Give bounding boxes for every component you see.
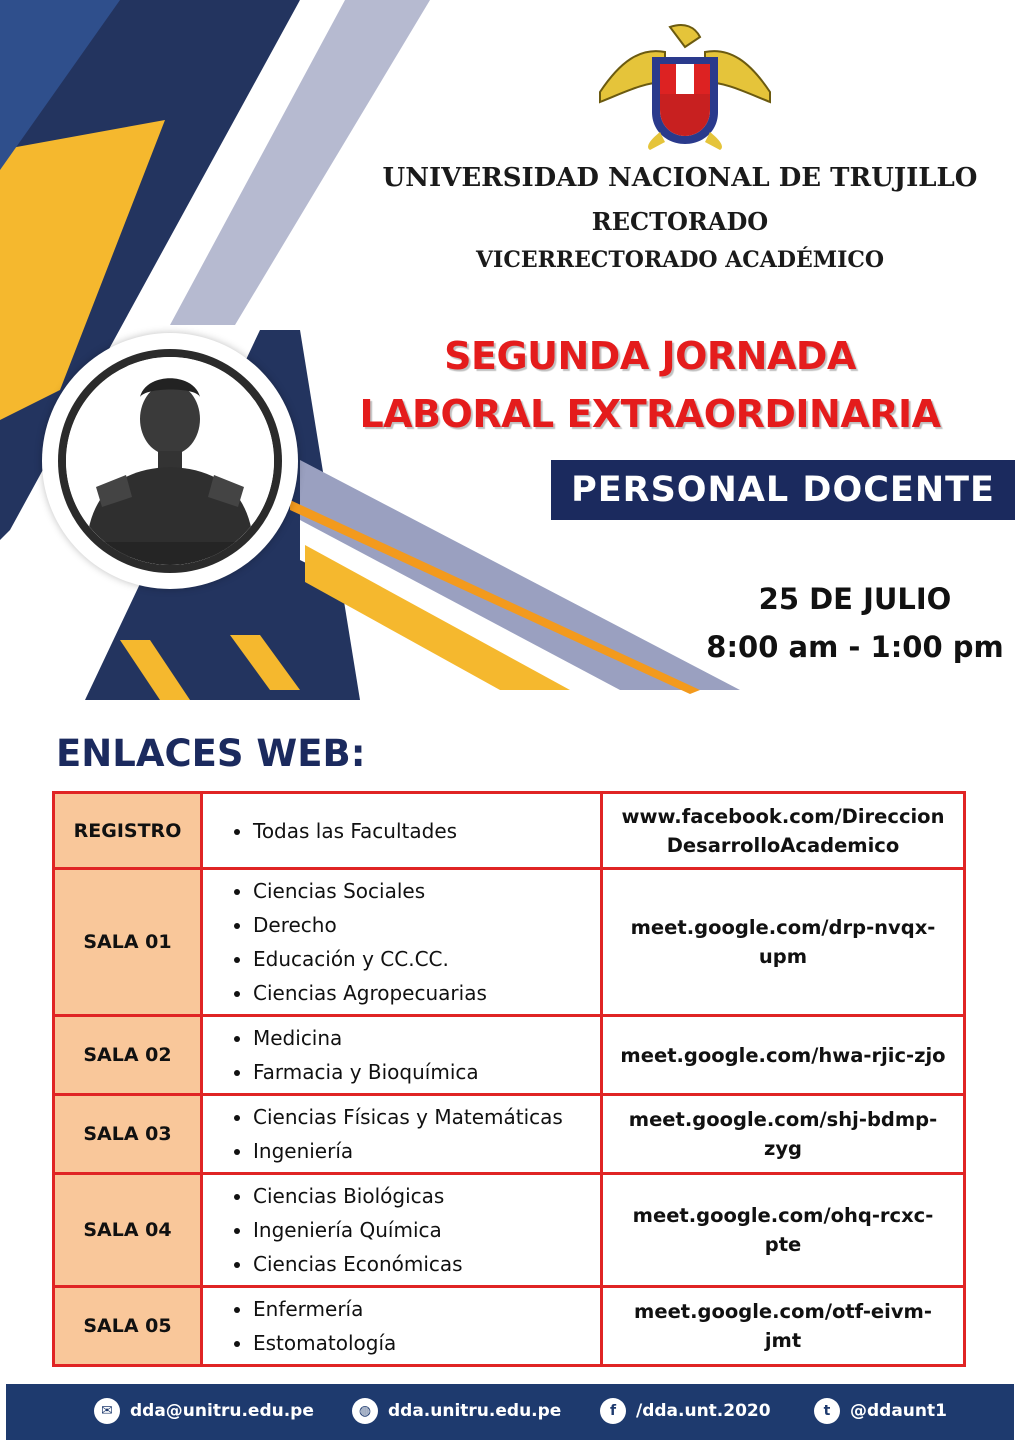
faculty-item: • Todas las Facultades — [253, 814, 600, 848]
faculty-item: • Ingeniería — [253, 1134, 600, 1168]
footer-email-text: dda@unitru.edu.pe — [130, 1401, 314, 1421]
room-cell: SALA 03 — [54, 1095, 202, 1174]
faculty-item: • Farmacia y Bioquímica — [253, 1055, 600, 1089]
room-cell: SALA 01 — [54, 869, 202, 1016]
faculty-list — [225, 1100, 600, 1168]
email-icon: ✉ — [94, 1398, 120, 1424]
room-cell: REGISTRO — [54, 793, 202, 869]
meeting-link[interactable]: www.facebook.com/DireccionDesarrolloAcademico — [621, 804, 945, 857]
room-cell: SALA 02 — [54, 1016, 202, 1095]
faculties-cell — [202, 869, 602, 1016]
faculty-list — [225, 1179, 600, 1281]
event-date: 25 DE JULIO — [758, 582, 952, 616]
faculty-item: • Educación y CC.CC. — [253, 942, 600, 976]
bust-image — [66, 357, 274, 565]
links-table-body — [54, 793, 965, 1366]
event-title-line2: LABORAL EXTRAORDINARIA — [359, 392, 941, 436]
table-row — [54, 1095, 965, 1174]
faculty-list — [225, 1021, 600, 1089]
link-cell[interactable] — [602, 1016, 965, 1095]
link-cell[interactable] — [602, 1095, 965, 1174]
table-row — [54, 1287, 965, 1366]
faculties-cell — [202, 1016, 602, 1095]
meeting-link[interactable]: meet.google.com/hwa-rjic-zjo — [620, 1043, 946, 1067]
meeting-link[interactable]: meet.google.com/shj-bdmp-zyg — [628, 1108, 938, 1160]
faculties-cell — [202, 1287, 602, 1366]
office-name: RECTORADO — [591, 207, 769, 236]
twitter-icon: t — [814, 1398, 840, 1424]
footer-twitter-text: @ddaunt1 — [850, 1401, 947, 1421]
faculty-item: • Derecho — [253, 908, 600, 942]
table-row — [54, 1174, 965, 1287]
audience-banner — [551, 460, 1015, 520]
faculty-item: • Ciencias Agropecuarias — [253, 976, 600, 1010]
faculty-item: • Enfermería — [253, 1292, 600, 1326]
meeting-link[interactable]: meet.google.com/ohq-rcxc-pte — [632, 1204, 934, 1256]
meeting-link[interactable]: meet.google.com/drp-nvqx-upm — [630, 916, 936, 968]
footer-twitter[interactable] — [814, 1396, 947, 1426]
footer-facebook[interactable] — [600, 1396, 771, 1426]
faculty-item: • Medicina — [253, 1021, 600, 1055]
faculty-item: • Ciencias Físicas y Matemáticas — [253, 1100, 600, 1134]
faculties-cell — [202, 1095, 602, 1174]
room-cell: SALA 04 — [54, 1174, 202, 1287]
links-heading: ENLACES WEB: — [56, 732, 366, 775]
table-row — [54, 1016, 965, 1095]
table-row — [54, 793, 965, 869]
room-cell: SALA 05 — [54, 1287, 202, 1366]
faculties-cell — [202, 1174, 602, 1287]
table-row — [54, 869, 965, 1016]
meeting-link[interactable]: meet.google.com/otf-eivm-jmt — [634, 1300, 932, 1352]
university-name: UNIVERSIDAD NACIONAL DE TRUJILLO — [382, 163, 978, 193]
link-cell[interactable] — [602, 793, 965, 869]
globe-icon: ◍ — [352, 1398, 378, 1424]
faculty-list — [225, 814, 600, 848]
footer-facebook-text: /dda.unt.2020 — [636, 1401, 771, 1421]
faculty-list — [225, 1292, 600, 1360]
faculties-cell — [202, 793, 602, 869]
footer-website-text: dda.unitru.edu.pe — [388, 1401, 562, 1421]
footer-website[interactable] — [352, 1396, 561, 1426]
links-table — [52, 791, 966, 1367]
event-time: 8:00 am - 1:00 pm — [706, 630, 1004, 664]
link-cell[interactable] — [602, 869, 965, 1016]
faculty-item: • Ciencias Económicas — [253, 1247, 600, 1281]
audience-label: PERSONAL DOCENTE — [571, 470, 995, 510]
faculty-item: • Ciencias Sociales — [253, 874, 600, 908]
facebook-icon: f — [600, 1398, 626, 1424]
faculty-item: • Ingeniería Química — [253, 1213, 600, 1247]
event-title-line1: SEGUNDA JORNADA — [444, 334, 856, 378]
footer-email[interactable] — [94, 1396, 314, 1426]
link-cell[interactable] — [602, 1287, 965, 1366]
link-cell[interactable] — [602, 1174, 965, 1287]
faculty-item: • Ciencias Biológicas — [253, 1179, 600, 1213]
university-crest-icon — [590, 22, 780, 152]
bust-illustration — [66, 357, 274, 565]
faculty-list — [225, 874, 600, 1010]
faculty-item: • Estomatología — [253, 1326, 600, 1360]
vice-office-name: VICERRECTORADO ACADÉMICO — [475, 247, 885, 273]
